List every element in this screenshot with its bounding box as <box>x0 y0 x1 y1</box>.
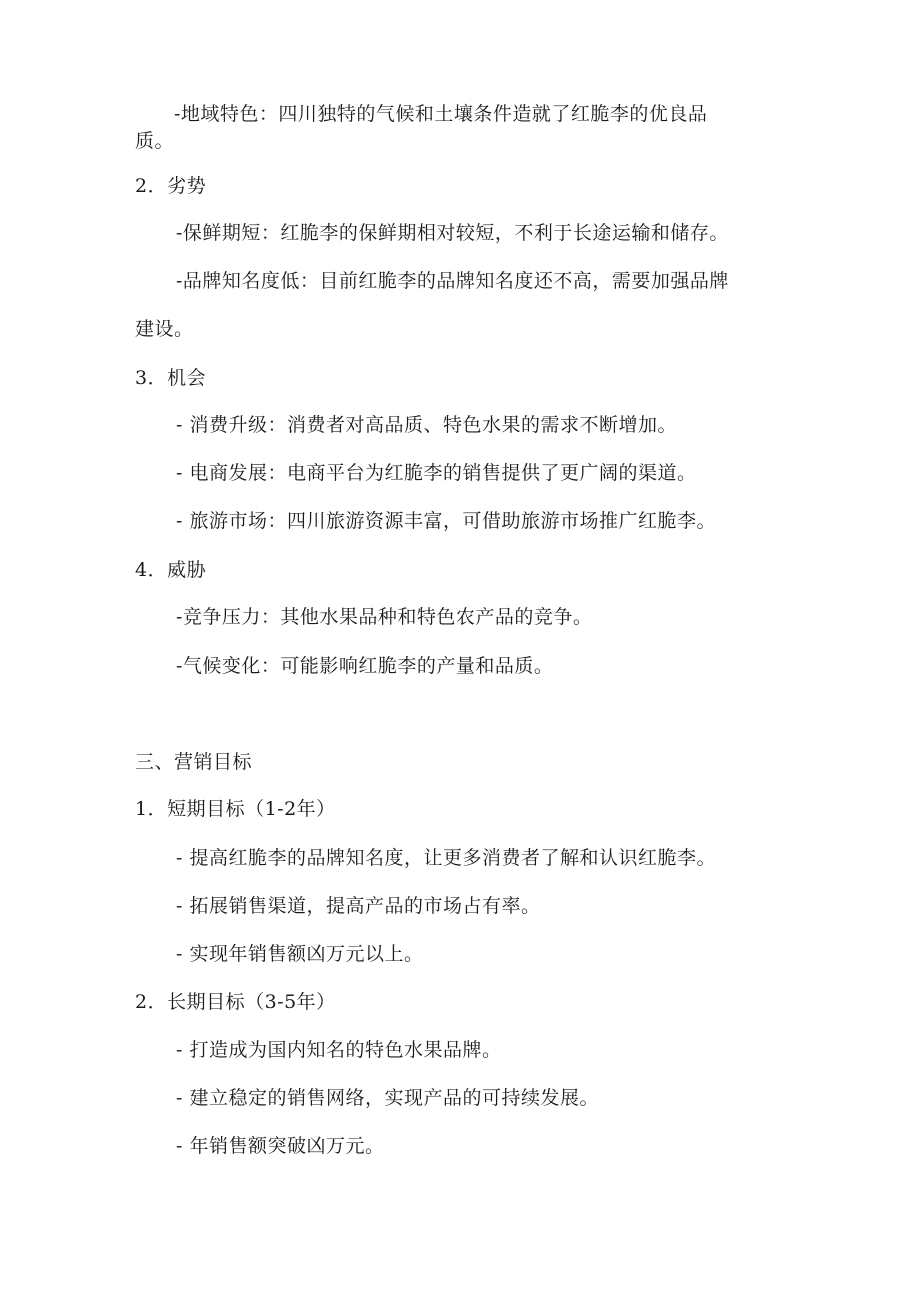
long-term-goal-item: - 建立稳定的销售网络，实现产品的可持续发展。 <box>176 1087 599 1109</box>
opportunity-item: - 电商发展：电商平台为红脆李的销售提供了更广阔的渠道。 <box>176 462 697 484</box>
short-term-goals-heading: 1．短期目标（1-2年） <box>135 798 336 820</box>
long-term-goal-item: - 打造成为国内知名的特色水果品牌。 <box>176 1039 502 1061</box>
opportunity-item: - 旅游市场：四川旅游资源丰富，可借助旅游市场推广红脆李。 <box>176 510 716 532</box>
marketing-goals-heading: 三、营销目标 <box>135 751 253 773</box>
threat-item: -竞争压力：其他水果品种和特色农产品的竞争。 <box>176 606 593 628</box>
opportunities-heading: 3．机会 <box>135 367 207 389</box>
long-term-goals-heading: 2．长期目标（3-5年） <box>135 991 336 1013</box>
weakness-brand-line1: -品牌知名度低：目前红脆李的品牌知名度还不高，需要加强品牌 <box>176 270 729 292</box>
short-term-goal-item: - 实现年销售额凶万元以上。 <box>176 943 424 965</box>
strength-region-line1: -地域特色：四川独特的气候和土壤条件造就了红脆李的优良品 <box>174 103 708 125</box>
short-term-goal-item: - 提高红脆李的品牌知名度，让更多消费者了解和认识红脆李。 <box>176 847 716 869</box>
weakness-shelf-life: -保鲜期短：红脆李的保鲜期相对较短，不利于长途运输和储存。 <box>176 222 729 244</box>
weakness-brand-line2: 建设。 <box>135 318 194 340</box>
short-term-goal-item: - 拓展销售渠道，提高产品的市场占有率。 <box>176 895 541 917</box>
long-term-goal-item: - 年销售额突破凶万元。 <box>176 1135 385 1157</box>
opportunity-item: - 消费升级：消费者对高品质、特色水果的需求不断增加。 <box>176 414 677 436</box>
threats-heading: 4．威胁 <box>135 559 207 581</box>
threat-item: -气候变化：可能影响红脆李的产量和品质。 <box>176 655 554 677</box>
weaknesses-heading: 2．劣势 <box>135 175 207 197</box>
strength-region-line2: 质。 <box>135 130 175 152</box>
